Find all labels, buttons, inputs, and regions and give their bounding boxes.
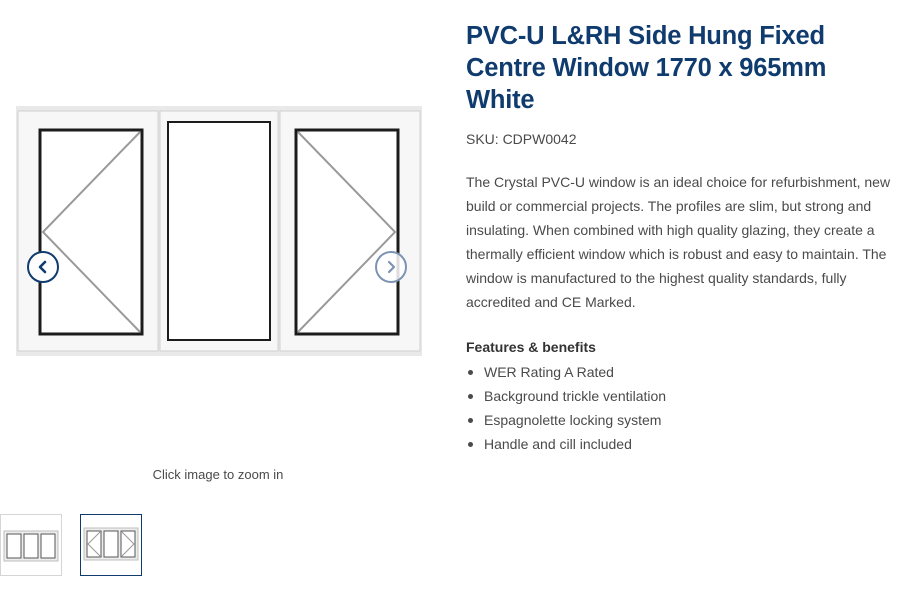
gallery-next-button[interactable] <box>375 251 407 283</box>
feature-label: Handle and cill included <box>484 436 632 452</box>
bullet-icon <box>468 418 473 423</box>
bullet-icon <box>468 442 473 447</box>
product-description: The Crystal PVC-U window is an ideal choice for refurbishment, new build or commercial projects. The profiles are slim, but strong and insulating. When combined with high quality glazing, they create a thermally efficient window which is robust and easy to maintain. The window is manufactured to the highest quality standards, fully accredited and CE Marked. <box>466 174 891 310</box>
features-heading: Features & benefits <box>466 339 596 355</box>
feature-label: Background trickle ventilation <box>484 388 667 404</box>
product-sku: SKU: CDPW0042 <box>466 131 577 147</box>
gallery-thumbnail-2[interactable] <box>80 514 142 576</box>
chevron-right-icon <box>384 260 398 274</box>
feature-item <box>466 432 666 456</box>
gallery-prev-button[interactable] <box>27 251 59 283</box>
feature-label: WER Rating A Rated <box>484 364 614 380</box>
product-main-image[interactable] <box>16 106 422 356</box>
bullet-icon <box>468 370 473 375</box>
feature-item <box>466 408 666 432</box>
gallery-thumbnail-1[interactable] <box>0 514 62 576</box>
product-title: PVC-U L&RH Side Hung Fixed Centre Window 1770 x 965mm White <box>466 22 827 114</box>
bullet-icon <box>468 394 473 399</box>
feature-item <box>466 384 666 408</box>
features-list <box>466 360 666 456</box>
chevron-left-icon <box>36 260 50 274</box>
feature-label: Espagnolette locking system <box>484 412 662 428</box>
feature-item <box>466 360 666 384</box>
zoom-hint: Click image to zoom in <box>152 467 284 482</box>
window-thumbnail-image <box>1 515 61 575</box>
product-gallery <box>0 0 440 597</box>
window-thumbnail-image <box>81 515 141 575</box>
window-illustration <box>16 106 422 356</box>
